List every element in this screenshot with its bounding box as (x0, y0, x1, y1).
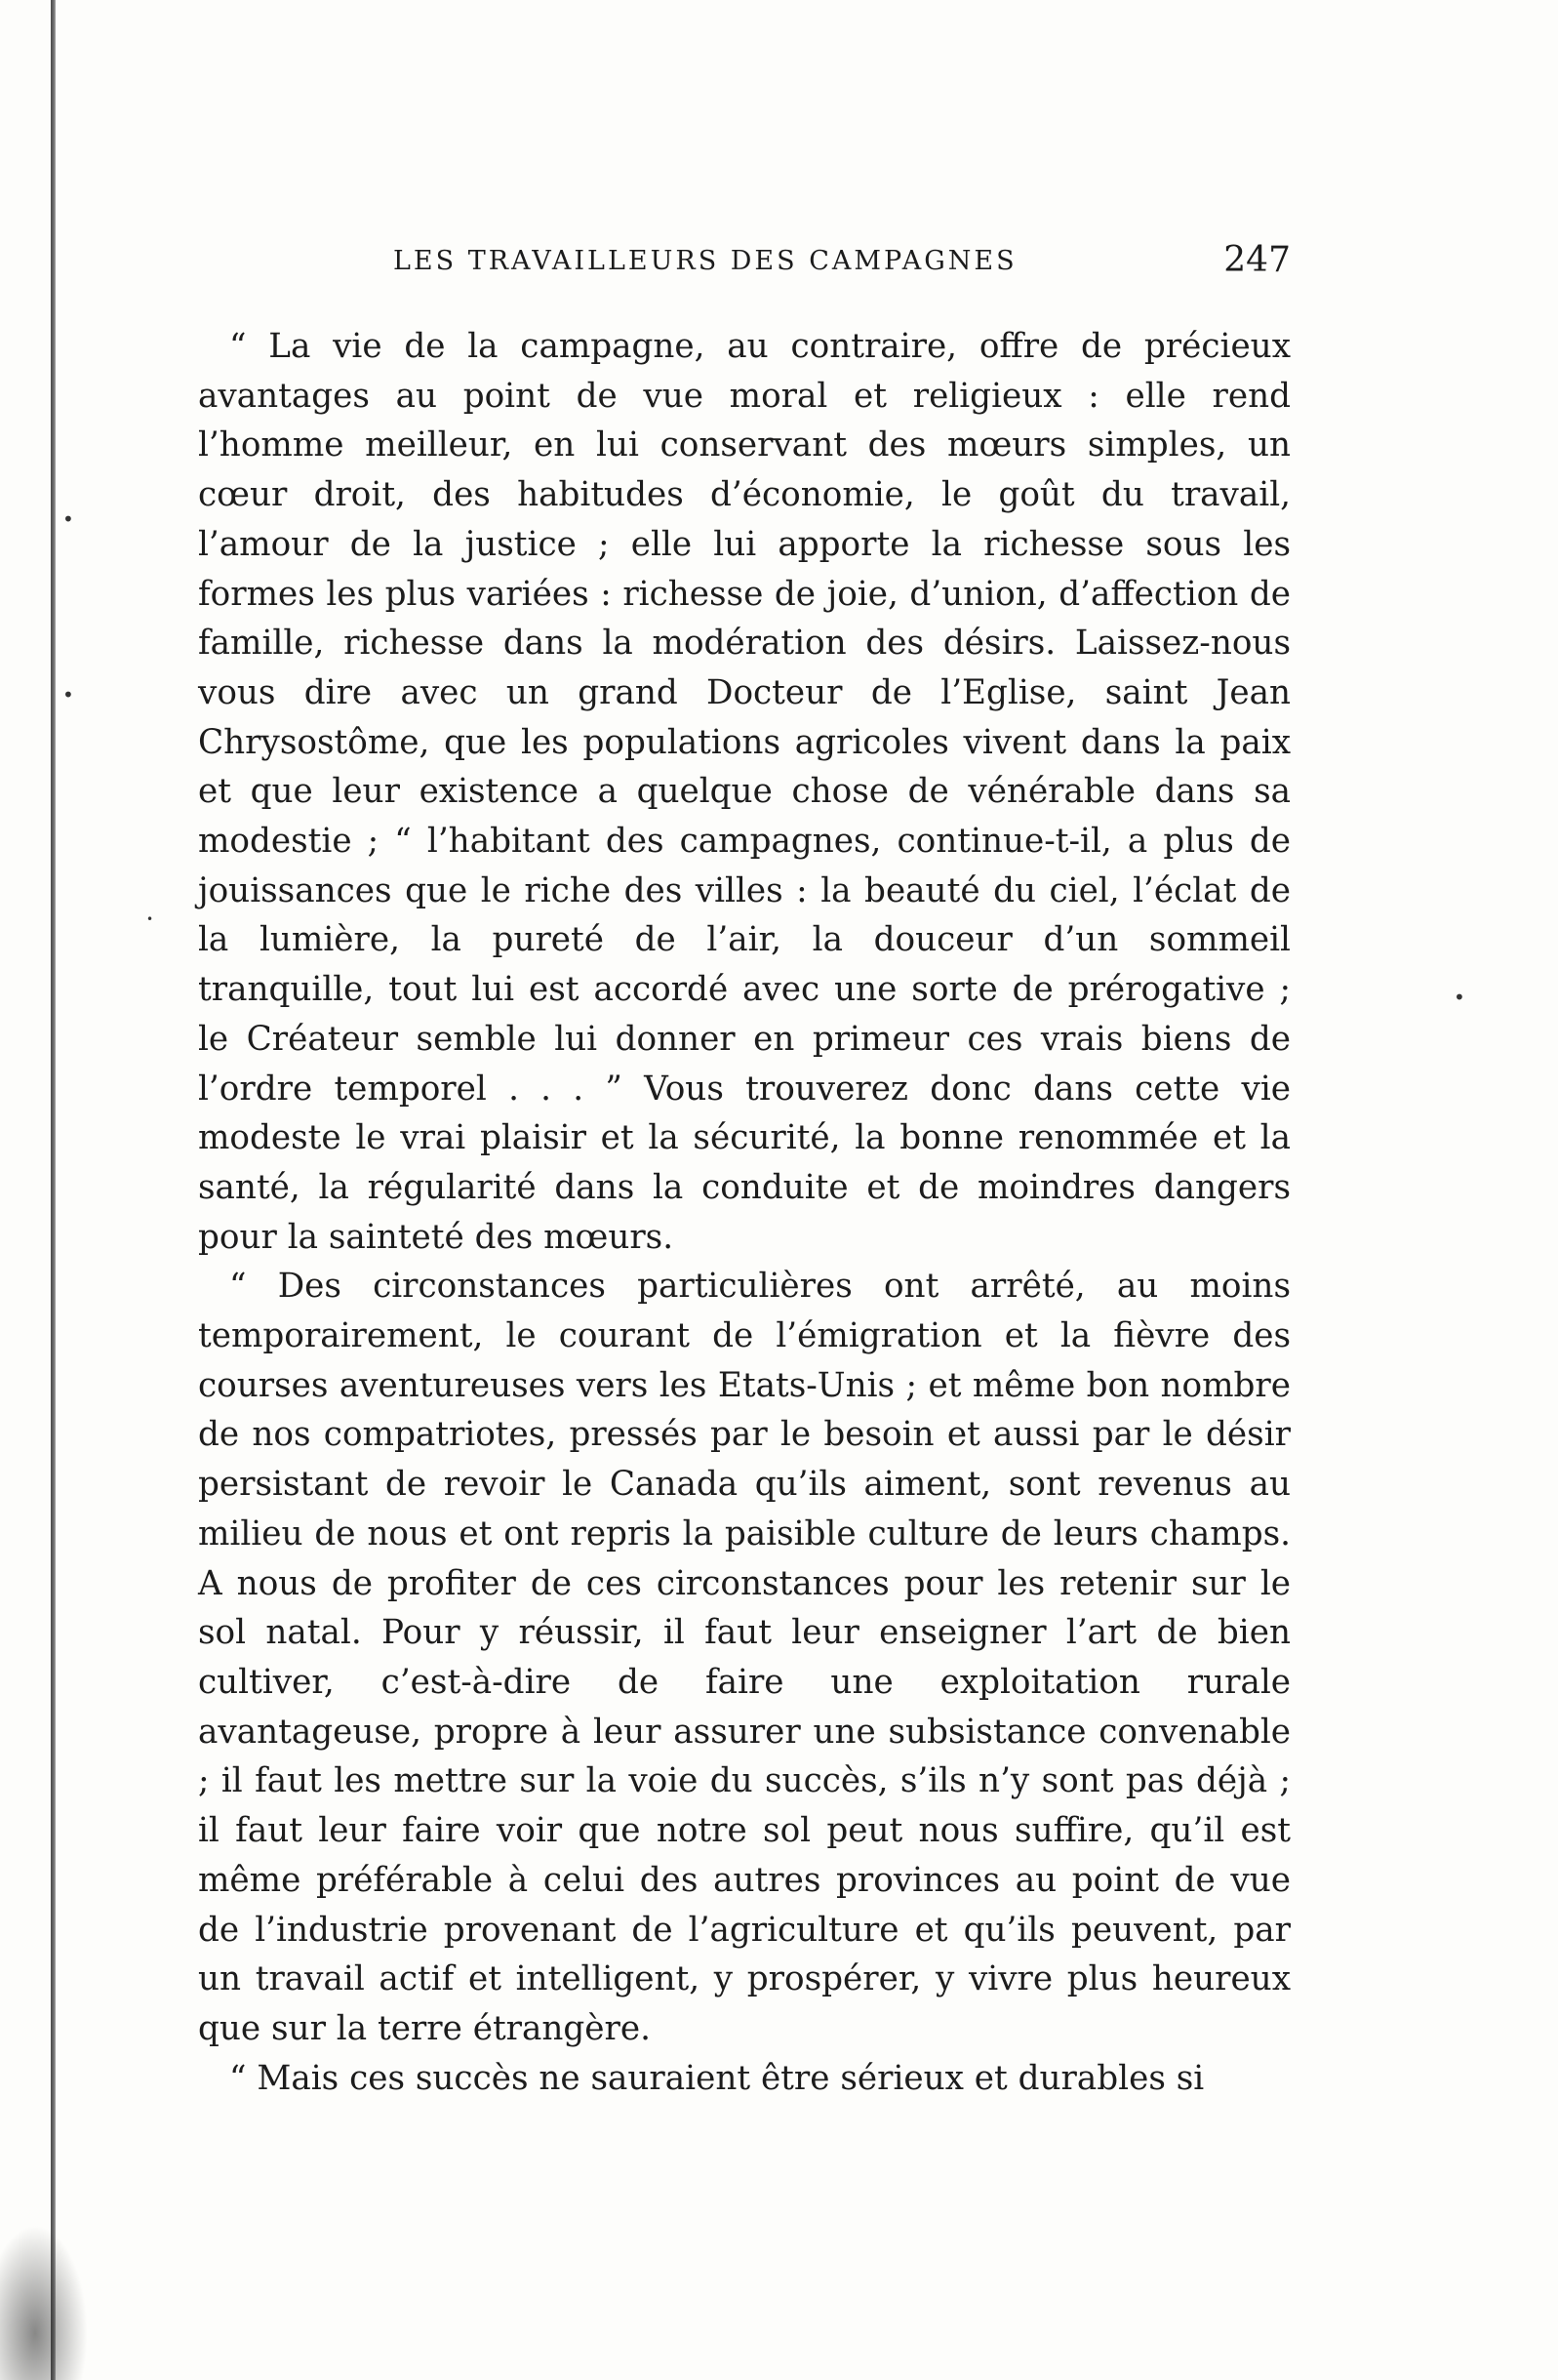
paragraph: “ Mais ces succès ne sauraient être sérieux et durables si (229, 2058, 1205, 2098)
ink-speck: • (62, 507, 74, 531)
body-text (198, 322, 1291, 2103)
page-number: 247 (1223, 240, 1291, 280)
ink-speck: • (62, 683, 74, 706)
ink-speck: • (1454, 986, 1465, 1009)
running-head (198, 240, 1291, 289)
binding-edge (51, 0, 56, 2380)
page-shadow (0, 2225, 88, 2380)
ink-speck: • (146, 912, 154, 926)
paragraph: “ La vie de la campagne, au contraire, offre de précieux avantages au point de vue moral et religieux : elle rend l’homme meilleur, en lui conservant des mœurs simples, un cœur droit, des habitudes d’économie, le goût du travail, l’amour de la justice ; elle lui apporte la richesse sous les formes les plus variées : richesse de joie, d’union, d’affection de famille, richesse dans la modération des désirs. Laissez-nous vous dire avec un grand Docteur de l’Eglise, saint Jean Chrysostôme, que les populations agricoles vivent dans la paix et que leur existence a quelque chose de vénérable dans sa modestie ; “ l’habitant des campagnes, continue-t-il, a plus de jouissances que le riche des villes : la beauté du ciel, l’éclat de la lumière, la pureté de l’air, la douceur d’un sommeil tranquille, tout lui est accordé avec une sorte de prérogative ; le Créateur semble lui donner en primeur ces vrais biens de l’ordre temporel . . . ” Vous trouverez donc dans cette vie modeste le vrai plaisir et la sécurité, la bonne renommée et la santé, la régularité dans la conduite et de moindres dangers pour la sainteté des mœurs. (198, 327, 1291, 1257)
paragraph: “ Des circonstances particulières ont arrêté, au moins temporairement, le courant de l’émigration et la fièvre des courses aventureuses vers les Etats-Unis ; et même bon nombre de nos compatriotes, pressés par le besoin et aussi par le désir persistant de revoir le Canada qu’ils aiment, sont revenus au milieu de nous et ont repris la paisible culture de leurs champs. A nous de profiter de ces circonstances pour les retenir sur le sol natal. Pour y réussir, il faut leur enseigner l’art de bien cultiver, c’est-à-dire de faire une exploitation rurale avantageuse, propre à leur assurer une subsistance convenable ; il faut les mettre sur la voie du succès, s’ils n’y sont pas déjà ; il faut leur faire voir que notre sol peut nous suffire, qu’il est même préférable à celui des autres provinces au point de vue de l’industrie provenant de l’agriculture et qu’ils peuvent, par un travail actif et intelligent, y prospérer, y vivre plus heureux que sur la terre étrangère. (198, 1267, 1291, 2048)
running-title: LES TRAVAILLEURS DES CAMPAGNES (393, 246, 1018, 276)
